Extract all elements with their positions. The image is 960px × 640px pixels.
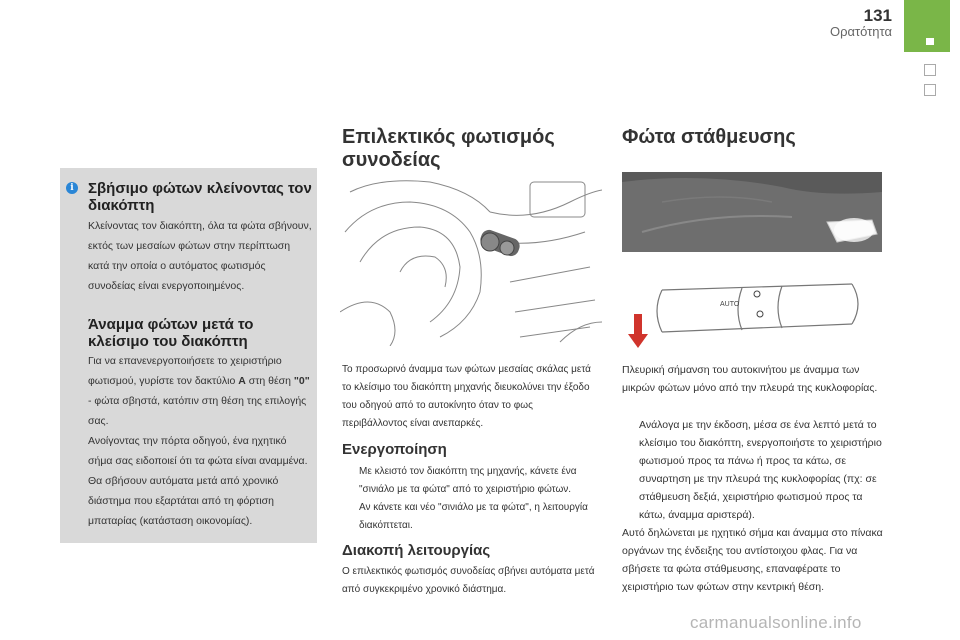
tab-marker-icon (926, 38, 934, 45)
chapter-tab[interactable] (924, 64, 936, 76)
stalk-auto-label: AUTO (720, 301, 740, 308)
chapter-tab[interactable] (924, 84, 936, 96)
page-number: 131 (863, 6, 892, 25)
info-icon: i (66, 182, 78, 194)
panel-heading-switch-off: Σβήσιμο φώτων κλείνοντας τον διακόπτη (88, 180, 312, 214)
stop-text: Ο επιλεκτικός φωτισμός συνοδείας σβήνει αυτόματα μετά από συγκεκριμένο χρονικό διάστημα. (342, 566, 595, 595)
panel-text-switch-off: Κλείνοντας τον διακόπτη, όλα τα φώτα σβήνουν, εκτός των μεσαίων φώτων στην περίπτωση κατά την οποία ο αυτόματος φωτισμός συνοδείας είναι ενεργοποιημένος. (88, 220, 312, 292)
panel-text-lights-on: Για να επανενεργοποιήσετε το χειριστήριο φωτισμού, γυρίστε τον δακτύλιο A στη θέση "0" - φώτα σβηστά, κατόπιν στη θέση της επιλογής σας. Ανοίγοντας την πόρτα οδηγού, ένα ηχητικό σήμα σας ειδοποιεί ότι τα φώτα είναι αναμμένα. Θα σβήσουν αυτόματα μετά από χρονικό διάστημα που εξαρτάται από τη φόρτιση μπαταρίας (κατάσταση οικονομίας). (88, 355, 310, 527)
section-name: Ορατότητα (829, 24, 892, 39)
section-title-guide-me-home: Επιλεκτικός φωτισμός συνοδείας (342, 126, 555, 171)
guide-me-home-intro: Το προσωρινό άναμμα των φώτων μεσαίας σκάλας μετά το κλείσιμο του διακόπτη μηχανής διευκολύνει την έξοδο του οδηγού από το αυτοκίνητο όταν το φως περιβάλλοντος είναι ανεπαρκές. (342, 364, 591, 429)
dipped-beam-icon (757, 311, 763, 317)
car-front-illustration (622, 172, 882, 252)
panel-heading-lights-on: Άναμμα φώτων μετά το κλείσιμο του διακόπτη (88, 316, 254, 350)
activation-list (342, 463, 600, 535)
stop-title: Διακοπή λειτουργίας (342, 542, 491, 559)
watermark: carmanualsonline.info (690, 613, 862, 632)
activation-title: Ενεργοποίηση (342, 441, 447, 458)
parking-lights-intro: Πλευρική σήμανση του αυτοκινήτου με άναμμα των μικρών φώτων μόνο από την πλευρά της κυκλοφορίας. (622, 364, 878, 394)
parking-lights-list (622, 416, 884, 524)
section-title-parking-lights: Φώτα στάθμευσης (622, 126, 796, 148)
down-arrow-icon (628, 314, 648, 348)
list-item: Ανάλογα με την έκδοση, μέσα σε ένα λεπτό μετά το κλείσιμο του διακόπτη, ενεργοποιήστε το χειριστήριο φωτισμού προς τα πάνω ή προς τα κάτω, σε συναρτηση με την πλευρά της κυκλοφορίας (πχ: σε στάθμευση δεξιά, χειριστήριο φωτισμού προς τα κάτω, άναμμα αριστερά). (639, 419, 882, 521)
steering-column-illustration (340, 172, 602, 346)
parking-light-icon (754, 291, 760, 297)
list-item: Αν κάνετε και νέο "σινιάλο με τα φώτα", η λειτουργία διακόπτεται. (359, 502, 588, 531)
parking-lights-outro: Αυτό δηλώνεται με ηχητικό σήμα και άναμμα στο πίνακα οργάνων της ένδειξης του αντίστοιχου φλας. Για να σβήσετε τα φώτα στάθμευσης, επαναφέρατε το χειριστήριο των φώτων στην κεντρική θέση. (622, 527, 883, 593)
list-item: Με κλειστό τον διακόπτη της μηχανής, κάνετε ένα "σινιάλο με τα φώτα" από το χειριστήριο φώτων. (359, 466, 577, 495)
chapter-tab-active[interactable] (904, 0, 950, 52)
lighting-stalk-illustration (622, 270, 882, 350)
